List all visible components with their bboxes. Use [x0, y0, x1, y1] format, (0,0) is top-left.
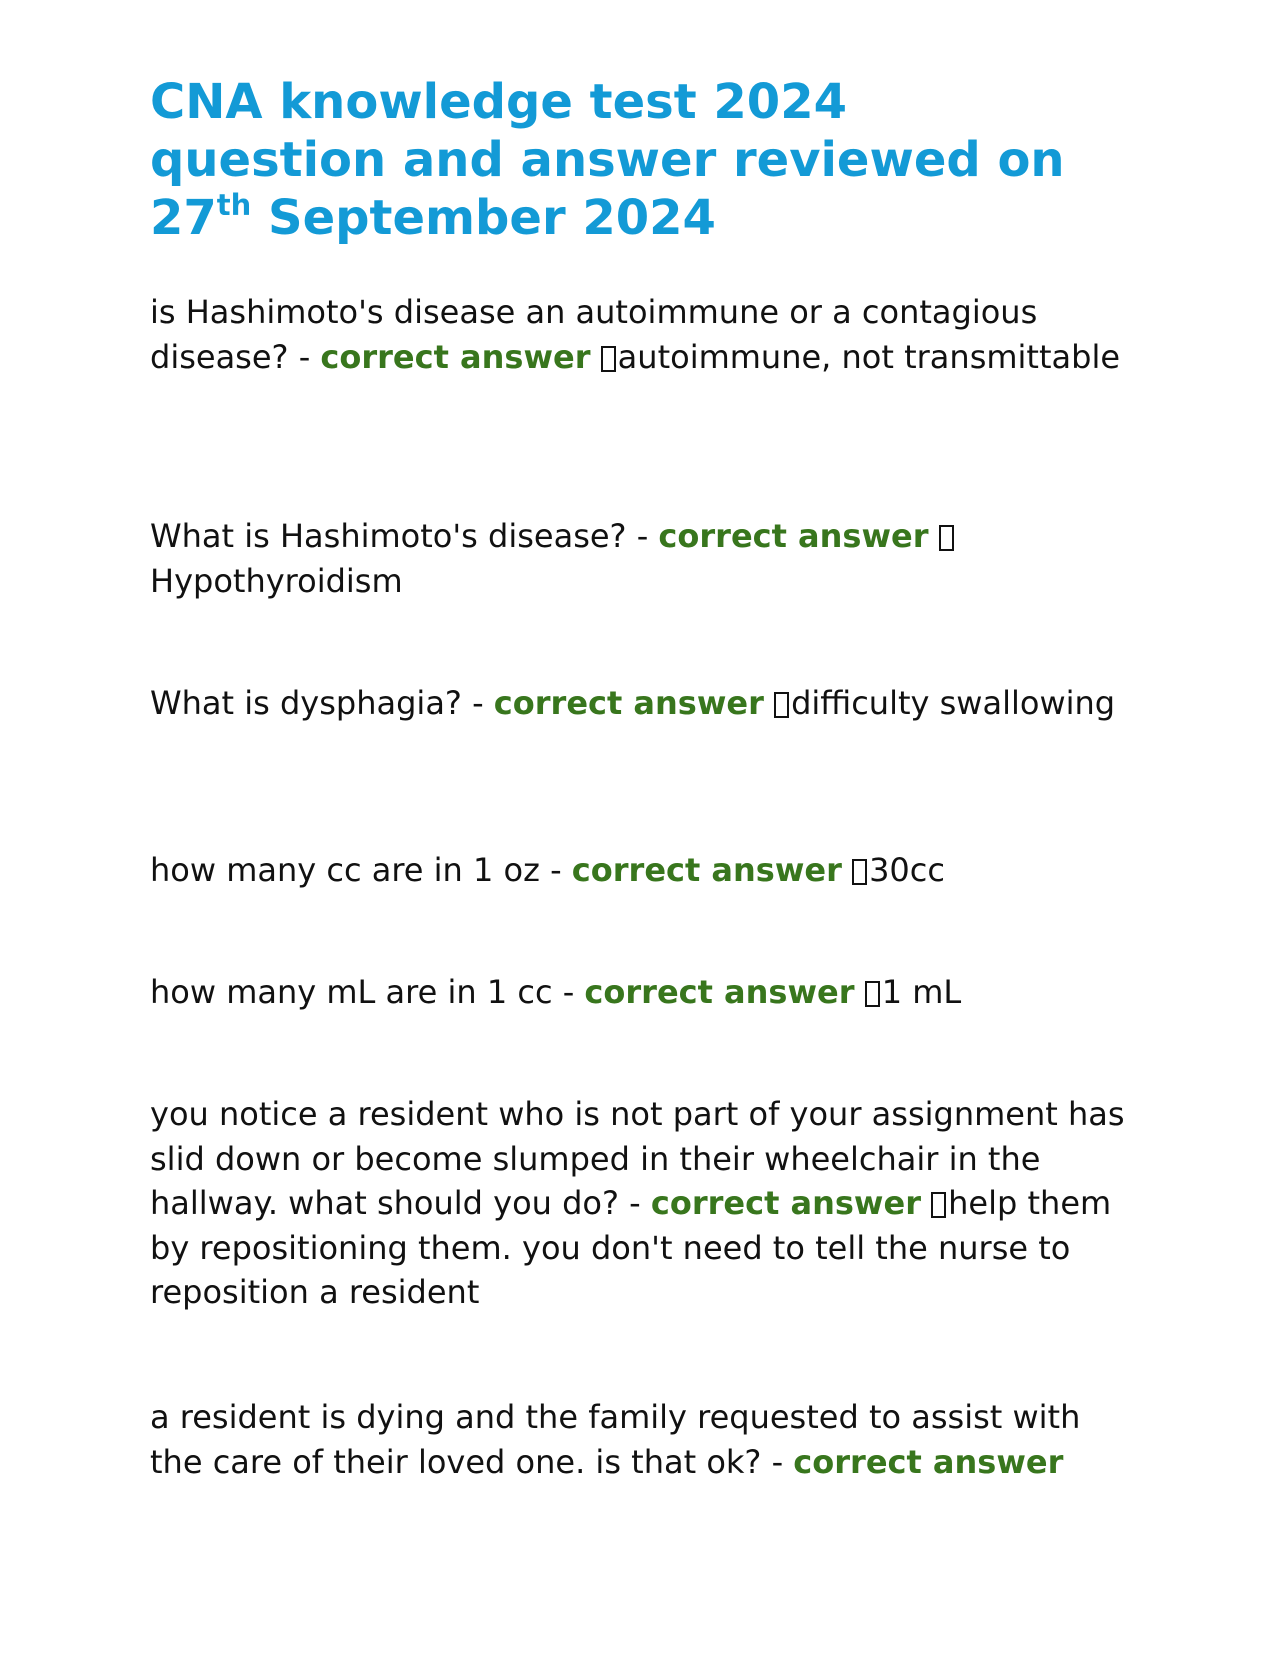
answer-marker-icon	[865, 981, 880, 1007]
answer-marker-icon	[931, 1192, 946, 1218]
question-text: how many mL are in 1 cc -	[150, 973, 585, 1011]
answer-text: Hypothyroidism	[150, 561, 403, 600]
answer-text: help them by repositioning them. you don't need to tell the nurse to reposition a resident	[150, 1184, 1112, 1311]
qa-item	[150, 1395, 1135, 1484]
answer-text: 30cc	[869, 851, 945, 889]
question-text: how many cc are in 1 oz -	[150, 851, 572, 889]
correct-answer-label: correct answer	[584, 973, 855, 1011]
question-text: you notice a resident who is not part of your assignment has slid down or become slumped in their wheelchair in the hallway. what should you do? -	[150, 1095, 1125, 1222]
title-day: 27	[150, 190, 217, 246]
answer-marker-icon	[601, 346, 616, 372]
title-rest: September 2024	[268, 190, 716, 246]
title-line-1: CNA knowledge test 2024	[150, 74, 847, 130]
correct-answer-label: correct answer	[793, 1442, 1064, 1481]
correct-answer-label: correct answer	[320, 337, 591, 376]
answer-text: difficulty swallowing	[791, 684, 1116, 722]
qa-item	[150, 848, 1135, 893]
answer-text: autoimmune, not transmittable	[617, 337, 1121, 376]
title-line-2: question and answer reviewed on	[150, 132, 1065, 188]
qa-item	[150, 681, 1135, 726]
qa-item	[150, 290, 1135, 379]
title-day-suffix: th	[216, 188, 252, 222]
qa-item	[150, 1092, 1135, 1315]
correct-answer-label: correct answer	[658, 517, 929, 555]
qa-item	[150, 970, 1135, 1015]
qa-item	[150, 514, 1135, 603]
correct-answer-label: correct answer	[571, 851, 842, 889]
question-text: What is Hashimoto's disease? -	[150, 517, 659, 555]
correct-answer-label: correct answer	[650, 1184, 921, 1222]
answer-marker-icon	[939, 525, 954, 551]
answer-marker-icon	[774, 692, 789, 718]
answer-marker-icon	[852, 859, 867, 885]
answer-text: 1 mL	[881, 973, 962, 1011]
question-text: What is dysphagia? -	[150, 684, 494, 722]
document-title	[150, 73, 1135, 247]
question-text: a resident is dying and the family requested to assist with the care of their loved one. is that ok? -	[150, 1398, 1081, 1481]
correct-answer-label: correct answer	[493, 684, 764, 722]
question-text: is Hashimoto's disease an autoimmune or a contagious disease? -	[150, 293, 1038, 376]
